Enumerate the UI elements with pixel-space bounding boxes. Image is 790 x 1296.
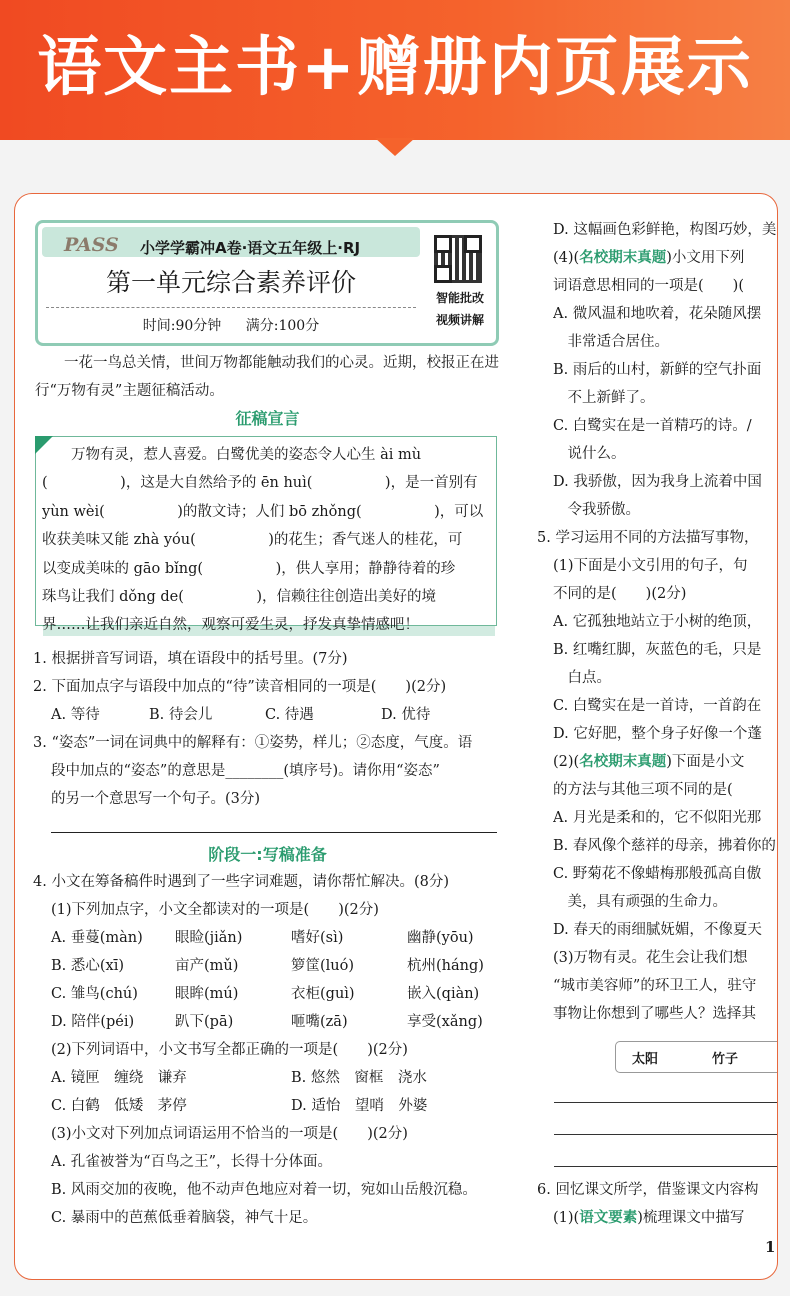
col2-line: 说什么。 [553, 446, 626, 462]
col2-line: D. 我骄傲，因为我身上流着中国 [553, 474, 762, 490]
banner [0, 0, 790, 140]
q4-1-cell: 衣柜(guì) [291, 986, 355, 1002]
passage-line: 珠鸟让我们 dǒng de( )，信赖往往创造出美好的境 [42, 589, 437, 606]
q2-option-c: C. 待遇 [265, 707, 314, 723]
q4-1-cell: A. 垂蔓(màn) [51, 930, 143, 946]
col2-line: 不同的是( )(2分) [553, 586, 687, 602]
exam-info: 时间:90分钟 满分:100分 [142, 318, 320, 334]
col2-line: D. 这幅画色彩鲜艳，构图巧妙，美 [553, 222, 777, 238]
q2-option-d: D. 优待 [381, 707, 431, 723]
question-6: 6. 回忆课文所学，借鉴课文内容构 [537, 1182, 759, 1198]
qr-label-video: 视频讲解 [435, 313, 484, 327]
col2-line: 白点。 [553, 670, 611, 686]
series-name: 小学学霸冲A卷·语文五年级上·RJ [140, 239, 361, 257]
col2-line: 令我骄傲。 [553, 502, 640, 518]
corner-flag [35, 436, 53, 454]
q4-2-option: B. 悠然 窗框 浇水 [291, 1070, 427, 1086]
question-4-2: (2)下列词语中，小文书写全都正确的一项是( )(2分) [51, 1042, 408, 1058]
col2-line: C. 白鹭实在是一首精巧的诗。/ [553, 418, 752, 434]
col2-line: A. 月光是柔和的，它不似阳光那 [553, 810, 762, 826]
question-4-1: (1)下列加点字，小文全都读对的一项是( )(2分) [51, 902, 379, 918]
intro-paragraph: 一花一鸟总关情，世间万物都能触动我们的心灵。近期，校报正在进行“万物有灵”主题征稿活动。 [35, 355, 499, 399]
q4-1-cell: 眼睑(jiǎn) [175, 930, 243, 946]
col2-line: (2)(名校期末真题)下面是小文 [553, 753, 745, 770]
answer-line [554, 1166, 778, 1167]
answer-line [554, 1134, 778, 1135]
q4-1-cell: 亩产(mǔ) [175, 958, 239, 974]
pass-logo: PASS [64, 234, 119, 256]
col2-line: (1)下面是小文引用的句子，句 [553, 558, 748, 574]
question-3-line-2: 段中加点的“姿态”的意思是________(填序号)。请你用“姿态” [51, 763, 440, 779]
col2-line: B. 红嘴红脚，灰蓝色的毛，只是 [553, 642, 762, 658]
col2-line: “城市美容师”的环卫工人，驻守 [553, 978, 757, 994]
qr-label-grading: 智能批改 [435, 291, 484, 305]
col2-line: B. 雨后的山村，新鲜的空气扑面 [553, 362, 762, 378]
question-6-1: (1)(语文要素)梳理课文中描写 [553, 1209, 745, 1226]
answer-line [51, 832, 497, 833]
q4-1-cell: D. 陪伴(péi) [51, 1014, 135, 1030]
section-title: 征稿宣言 [235, 409, 300, 428]
q4-1-cell: 幽静(yōu) [407, 930, 474, 946]
col2-line: (4)(名校期末真题)小文用下列 [553, 249, 745, 266]
passage-line: yùn wèi( )的散文诗；人们 bō zhǒng( )，可以 [42, 503, 484, 520]
page-number: 1 [765, 1238, 776, 1256]
col2-line: 美，具有顽强的生命力。 [553, 894, 727, 910]
answer-line [554, 1102, 778, 1103]
qr-code-icon[interactable] [434, 235, 482, 283]
col2-line: D. 它好肥，整个身子好像一个蓬 [553, 726, 762, 742]
question-4: 4. 小文在筹备稿件时遇到了一些字词难题，请你帮忙解决。(8分) [33, 874, 449, 890]
banner-pointer [375, 138, 415, 156]
col2-line: 事物让你想到了哪些人？选择其 [553, 1006, 756, 1022]
q4-2-option: D. 适怡 望哨 外婆 [291, 1098, 428, 1114]
passage-line: 收获美味又能 zhà yóu( )的花生；香气迷人的桂花，可 [42, 532, 463, 549]
qr-caption [426, 287, 494, 331]
question-3: 3. “姿态”一词在词典中的解释有：①姿势，样儿；②态度，气度。语 [33, 735, 473, 751]
question-4-3: (3)小文对下列加点词语运用不恰当的一项是( )(2分) [51, 1126, 408, 1142]
q4-3-option-b: B. 风雨交加的夜晚，他不动声色地应对着一切，宛如山岳般沉稳。 [51, 1182, 477, 1198]
tag-label: 语文要素 [579, 1209, 638, 1226]
col2-line: (3)万物有灵。花生会让我们想 [553, 950, 748, 966]
col2-line: A. 微风温和地吹着，花朵随风摆 [553, 306, 762, 322]
passage-line: 界……让我们亲近自然，观察可爱生灵，抒发真挚情感吧！ [42, 617, 419, 634]
q4-1-cell: 享受(xǎng) [407, 1014, 483, 1030]
word-box [615, 1041, 778, 1073]
stage-title: 阶段一:写稿准备 [208, 845, 327, 864]
col2-line: A. 它孤独地站立于小树的绝顶， [553, 614, 762, 630]
q2-option-b: B. 待会儿 [149, 707, 213, 723]
q4-1-cell: 嵌入(qiàn) [407, 986, 480, 1002]
q4-2-option: A. 镜匣 缠绕 谦弃 [51, 1070, 187, 1086]
passage-box [35, 436, 497, 634]
passage-line: 万物有灵，惹人喜爱。白鹭优美的姿态令人心生 ài mù [71, 447, 422, 463]
q4-1-cell: 趴下(pā) [175, 1014, 234, 1030]
col2-line: 词语意思相同的一项是( )( [553, 278, 744, 294]
q4-1-cell: 嗜好(sì) [291, 930, 344, 946]
question-2: 2. 下面加点字与语段中加点的“待”读音相同的一项是( )(2分) [33, 679, 447, 695]
banner-title: 语文主书+赠册内页展示 [37, 31, 753, 105]
col2-line: B. 春风像个慈祥的母亲，拂着你的 [553, 838, 776, 854]
q4-1-cell: B. 悉心(xī) [51, 958, 125, 974]
q4-1-cell: 杭州(háng) [407, 958, 484, 974]
q4-1-cell: 眼眸(mú) [175, 986, 239, 1002]
q4-1-cell: 箩筐(luó) [291, 958, 355, 974]
tag-label: 名校期末真题 [579, 249, 667, 266]
passage-line: 以变成美味的 gāo bǐng( )，供人享用；静静待着的珍 [42, 560, 456, 577]
col2-line: D. 春天的雨细腻妩媚，不像夏天 [553, 922, 762, 938]
col2-line: 的方法与其他三项不同的是( [553, 782, 733, 798]
question-3-line-3: 的另一个意思写一个句子。(3分) [51, 791, 261, 807]
divider [46, 307, 416, 308]
series-band [42, 227, 420, 257]
col2-line: 非常适合居住。 [553, 334, 669, 350]
q4-3-option-a: A. 孔雀被誉为“百鸟之王”，长得十分体面。 [51, 1154, 333, 1170]
q4-1-cell: C. 雏鸟(chú) [51, 986, 138, 1002]
col2-line: C. 白鹭实在是一首诗，一首韵在 [553, 698, 762, 714]
q4-2-option: C. 白鹤 低矮 茅停 [51, 1098, 187, 1114]
word-option: 竹子 [712, 1052, 739, 1067]
passage-line: ( )，这是大自然给予的 ēn huì( )，是一首别有 [42, 475, 478, 492]
word-option: 太阳 [632, 1052, 659, 1067]
tag-label: 名校期末真题 [579, 753, 667, 770]
q2-option-a: A. 等待 [51, 707, 100, 723]
col2-line: 不上新鲜了。 [553, 390, 655, 406]
question-1: 1. 根据拼音写词语，填在语段中的括号里。(7分) [33, 651, 348, 667]
q4-3-option-c: C. 暴雨中的芭蕉低垂着脑袋，神气十足。 [51, 1210, 318, 1226]
col2-line: C. 野菊花不像蜡梅那般孤高自傲 [553, 866, 762, 882]
q4-1-cell: 咂嘴(zā) [291, 1014, 348, 1030]
exam-title: 第一单元综合素养评价 [105, 268, 356, 297]
document-page [14, 193, 778, 1280]
exam-header [35, 220, 499, 346]
question-5: 5. 学习运用不同的方法描写事物， [537, 530, 759, 546]
